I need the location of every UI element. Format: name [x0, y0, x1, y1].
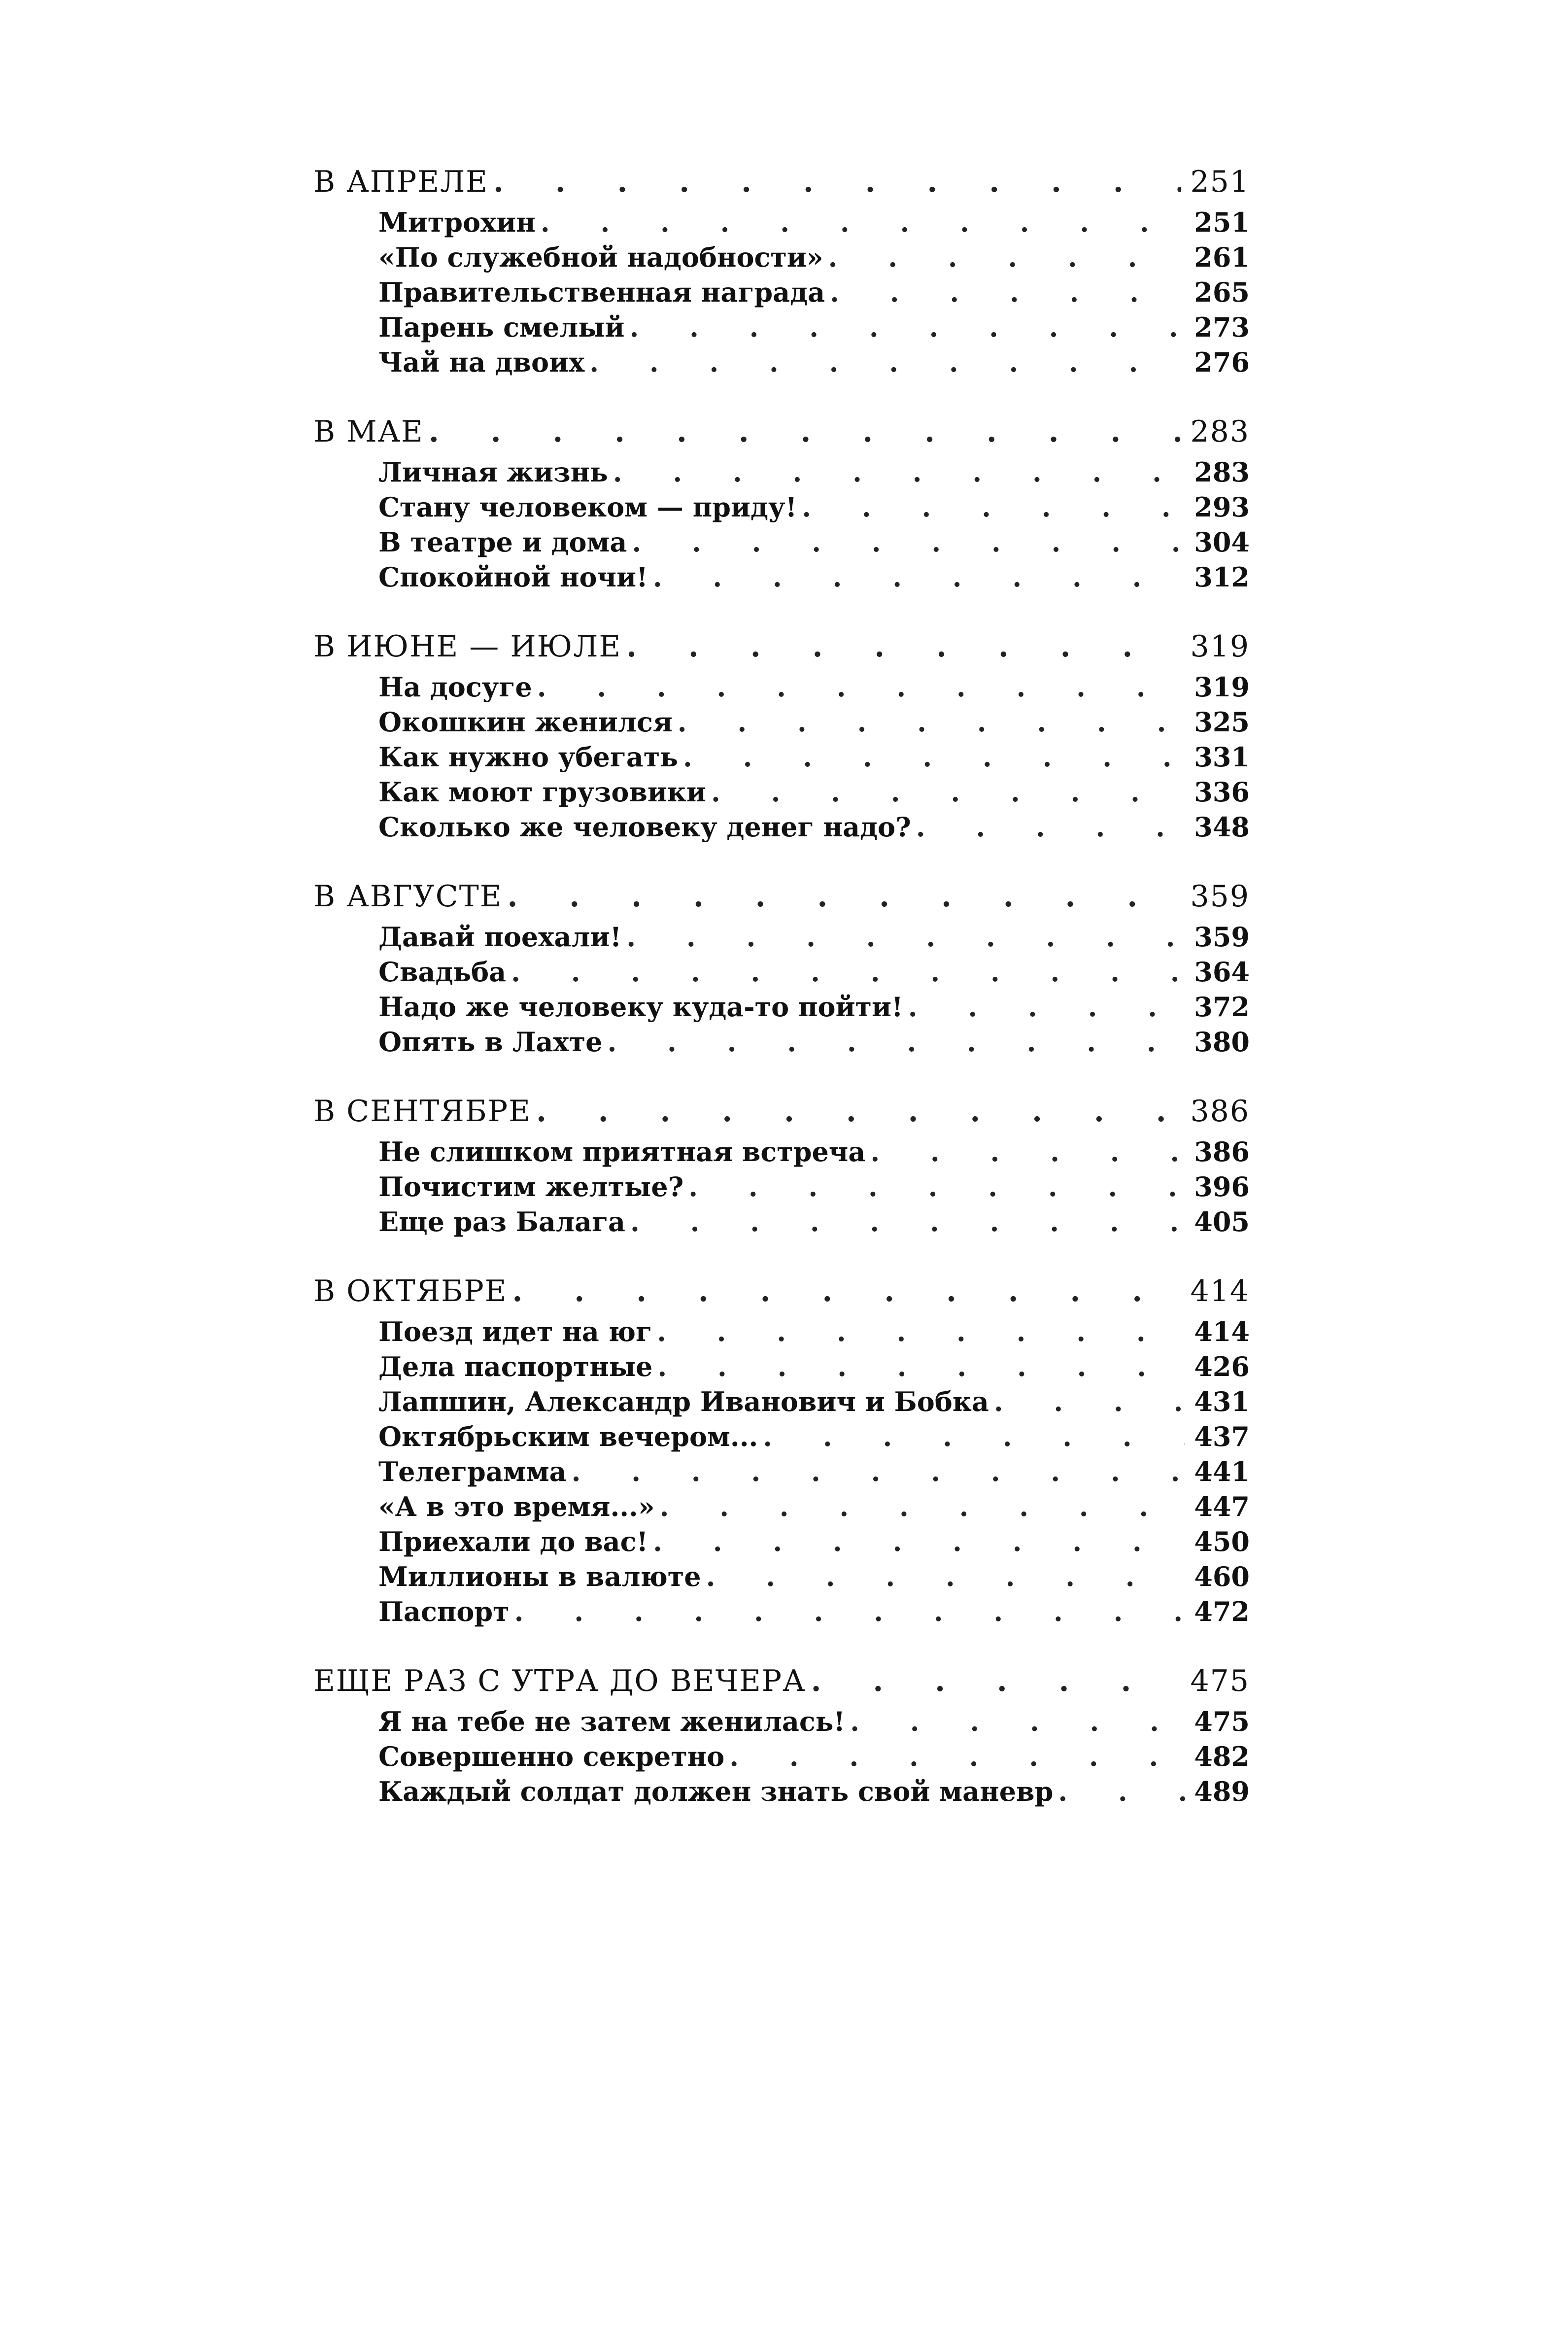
toc-section [313, 1662, 1250, 1809]
dot-leader [493, 163, 1182, 201]
toc-entry [313, 1454, 1250, 1489]
dot-leader [653, 560, 1185, 595]
toc-entry [313, 1349, 1250, 1384]
toc-entry [313, 740, 1250, 775]
section-page-number: 386 [1190, 1094, 1250, 1129]
entry-title: На досуге [378, 671, 532, 703]
toc-entry [313, 810, 1250, 845]
section-page-number: 283 [1190, 414, 1250, 449]
toc-entry [313, 920, 1250, 955]
entry-title: Свадьба [378, 956, 507, 988]
entry-page-number: 414 [1194, 1316, 1250, 1347]
section-title: В СЕНТЯБРЕ [313, 1094, 531, 1129]
toc-section [313, 877, 1250, 1060]
entry-page-number: 431 [1194, 1386, 1250, 1417]
entry-title: Сколько же человеку денег надо? [378, 811, 911, 843]
dot-leader [607, 1025, 1185, 1060]
entry-page-number: 482 [1194, 1741, 1250, 1772]
dot-leader [870, 1134, 1185, 1169]
dot-leader [541, 205, 1185, 240]
dot-leader [830, 275, 1185, 310]
entry-title: Как нужно убегать [378, 741, 679, 773]
toc-entry [313, 1739, 1250, 1774]
dot-leader [711, 775, 1185, 810]
dot-leader [763, 1419, 1185, 1454]
dot-leader [514, 1594, 1186, 1629]
toc-entry [313, 1559, 1250, 1594]
entry-page-number: 386 [1194, 1136, 1250, 1168]
toc-entry [313, 990, 1250, 1025]
dot-leader [512, 1272, 1182, 1310]
entry-page-number: 304 [1194, 526, 1250, 558]
toc-section [313, 1092, 1250, 1239]
section-title: В АВГУСТЕ [313, 879, 503, 914]
section-page-number: 475 [1190, 1664, 1250, 1698]
dot-leader [511, 955, 1185, 990]
entry-title: Каждый солдат должен знать свой маневр [378, 1776, 1054, 1807]
toc-entry [313, 1314, 1250, 1349]
entry-title: Стану человеком — приду! [378, 491, 797, 523]
toc-section [313, 412, 1250, 595]
dot-leader [613, 455, 1186, 490]
entry-title: Я на тебе не затем женилась! [378, 1706, 846, 1737]
section-title: В МАЕ [313, 414, 424, 449]
dot-leader [811, 1662, 1182, 1700]
entry-title: «По служебной надобности» [378, 241, 823, 273]
entry-page-number: 364 [1194, 956, 1250, 988]
entry-title: Спокойной ночи! [378, 561, 648, 593]
entry-title: Миллионы в валюте [378, 1561, 701, 1592]
toc-entry [313, 1594, 1250, 1629]
section-heading [313, 627, 1250, 666]
toc-entry [313, 1204, 1250, 1239]
dot-leader [994, 1384, 1185, 1419]
entry-title: Приехали до вас! [378, 1526, 648, 1557]
toc-entry [313, 455, 1250, 490]
toc-entry [313, 1774, 1250, 1809]
dot-leader [657, 1349, 1185, 1384]
toc-entry [313, 490, 1250, 525]
entry-page-number: 261 [1194, 241, 1250, 273]
entry-title: Надо же человеку куда-то пойти! [378, 991, 903, 1023]
dot-leader [729, 1739, 1185, 1774]
dot-leader [850, 1704, 1185, 1739]
toc-entry [313, 1419, 1250, 1454]
entry-page-number: 331 [1194, 741, 1250, 773]
toc-entry [313, 955, 1250, 990]
entry-page-number: 437 [1194, 1421, 1250, 1452]
entry-title: Не слишком приятная встреча [378, 1136, 866, 1168]
entry-title: Как моют грузовики [378, 776, 706, 808]
entry-page-number: 325 [1194, 706, 1250, 738]
entry-page-number: 475 [1194, 1706, 1250, 1737]
entry-title: Еще раз Балага [378, 1206, 626, 1237]
table-of-contents [313, 163, 1250, 1842]
section-heading [313, 412, 1250, 451]
section-page-number: 414 [1190, 1274, 1250, 1308]
entry-title: Митрохин [378, 206, 536, 238]
section-heading [313, 1662, 1250, 1700]
toc-entry [313, 310, 1250, 345]
section-page-number: 319 [1190, 629, 1250, 664]
dot-leader [626, 920, 1185, 955]
entry-page-number: 276 [1194, 346, 1250, 378]
entry-page-number: 265 [1194, 276, 1250, 308]
toc-entry [313, 240, 1250, 275]
toc-section [313, 163, 1250, 380]
entry-page-number: 273 [1194, 311, 1250, 343]
dot-leader [683, 740, 1185, 775]
entry-title: Опять в Лахте [378, 1026, 603, 1058]
entry-title: Окошкин женился [378, 706, 673, 738]
entry-title: Совершенно секретно [378, 1741, 725, 1772]
dot-leader [572, 1454, 1186, 1489]
toc-entry [313, 1134, 1250, 1169]
dot-leader [429, 412, 1182, 451]
dot-leader [537, 670, 1186, 705]
dot-leader [828, 240, 1186, 275]
entry-page-number: 348 [1194, 811, 1250, 843]
entry-title: Правительственная награда [378, 276, 825, 308]
entry-page-number: 293 [1194, 491, 1250, 523]
section-title: В ИЮНЕ — ИЮЛЕ [313, 629, 622, 664]
section-page-number: 359 [1190, 879, 1250, 914]
toc-entry [313, 1489, 1250, 1524]
entry-page-number: 460 [1194, 1561, 1250, 1592]
dot-leader [1058, 1774, 1185, 1809]
toc-entry [313, 670, 1250, 705]
entry-page-number: 336 [1194, 776, 1250, 808]
entry-title: Дела паспортные [378, 1351, 653, 1382]
section-heading [313, 163, 1250, 201]
toc-entry [313, 1704, 1250, 1739]
toc-section [313, 1272, 1250, 1629]
entry-page-number: 396 [1194, 1171, 1250, 1203]
entry-page-number: 283 [1194, 456, 1250, 488]
section-page-number: 251 [1190, 165, 1250, 199]
toc-entry [313, 775, 1250, 810]
toc-entry [313, 705, 1250, 740]
dot-leader [632, 525, 1185, 560]
dot-leader [678, 705, 1185, 740]
entry-page-number: 380 [1194, 1026, 1250, 1058]
entry-title: «А в это время...» [378, 1491, 655, 1522]
entry-title: Личная жизнь [378, 456, 608, 488]
toc-entry [313, 1169, 1250, 1204]
entry-title: Почистим желтые? [378, 1171, 684, 1203]
dot-leader [688, 1169, 1185, 1204]
entry-page-number: 405 [1194, 1206, 1250, 1237]
entry-title: Парень смелый [378, 311, 625, 343]
toc-entry [313, 345, 1250, 380]
dot-leader [706, 1559, 1186, 1594]
entry-page-number: 441 [1194, 1456, 1250, 1487]
dot-leader [630, 1204, 1185, 1239]
section-title: В АПРЕЛЕ [313, 165, 488, 199]
entry-page-number: 447 [1194, 1491, 1250, 1522]
entry-title: Лапшин, Александр Иванович и Бобка [378, 1386, 989, 1417]
entry-page-number: 450 [1194, 1526, 1250, 1557]
section-heading [313, 1272, 1250, 1310]
section-heading [313, 1092, 1250, 1131]
toc-entry [313, 1384, 1250, 1419]
entry-title: Поезд идет на юг [378, 1316, 652, 1347]
entry-page-number: 489 [1194, 1776, 1250, 1807]
dot-leader [657, 1314, 1185, 1349]
section-title: В ОКТЯБРЕ [313, 1274, 508, 1308]
entry-title: Чай на двоих [378, 346, 585, 378]
entry-page-number: 312 [1194, 561, 1250, 593]
section-title: ЕЩЕ РАЗ С УТРА ДО ВЕЧЕРА [313, 1664, 806, 1698]
entry-title: Паспорт [378, 1596, 510, 1627]
toc-entry [313, 1524, 1250, 1559]
toc-entry [313, 275, 1250, 310]
dot-leader [916, 810, 1186, 845]
entry-page-number: 472 [1194, 1596, 1250, 1627]
dot-leader [626, 627, 1181, 666]
entry-page-number: 426 [1194, 1351, 1250, 1382]
section-heading [313, 877, 1250, 916]
dot-leader [660, 1489, 1186, 1524]
entry-page-number: 251 [1194, 206, 1250, 238]
dot-leader [629, 310, 1185, 345]
dot-leader [802, 490, 1185, 525]
dot-leader [536, 1092, 1182, 1131]
entry-title: Октябрьским вечером... [378, 1421, 758, 1452]
entry-page-number: 319 [1194, 671, 1250, 703]
toc-section [313, 627, 1250, 845]
dot-leader [908, 990, 1186, 1025]
dot-leader [589, 345, 1185, 380]
entry-page-number: 359 [1194, 921, 1250, 953]
entry-title: Телеграмма [378, 1456, 567, 1487]
toc-entry [313, 525, 1250, 560]
dot-leader [508, 877, 1182, 916]
entry-title: Давай поехали! [378, 921, 622, 953]
entry-page-number: 372 [1194, 991, 1250, 1023]
toc-entry [313, 560, 1250, 595]
toc-entry [313, 205, 1250, 240]
entry-title: В театре и дома [378, 526, 627, 558]
toc-entry [313, 1025, 1250, 1060]
dot-leader [653, 1524, 1185, 1559]
